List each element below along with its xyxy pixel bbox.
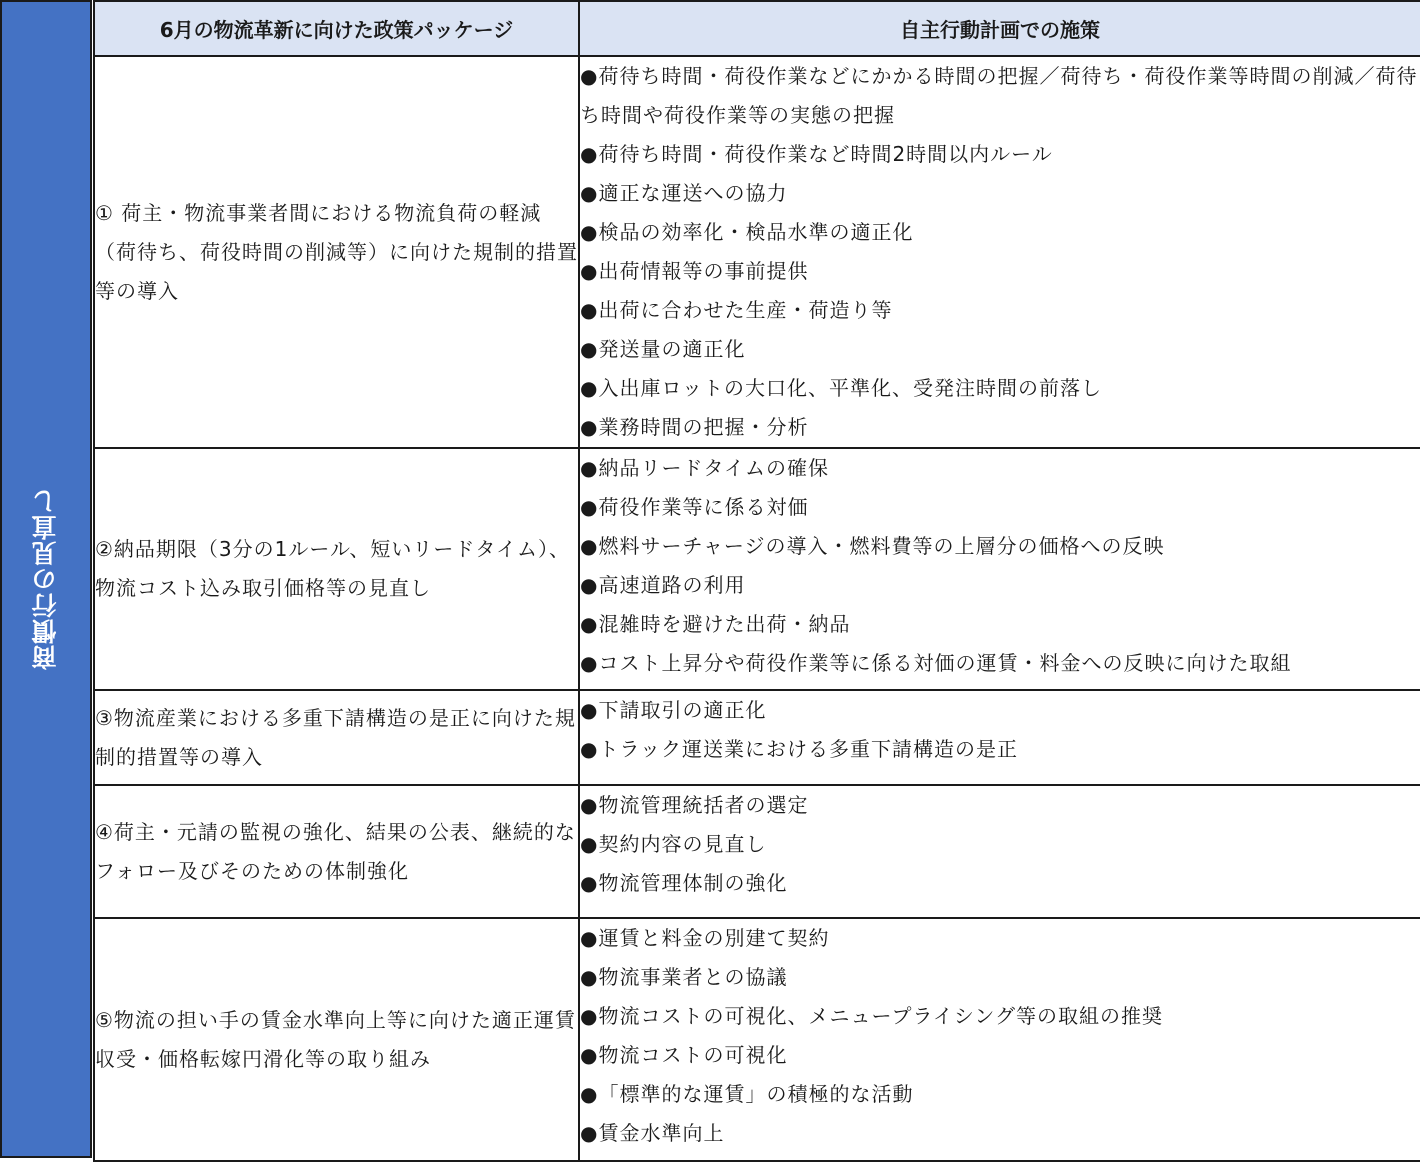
category-sidebar bbox=[0, 0, 92, 1158]
measure-item: ●混雑時を避けた出荷・納品 bbox=[580, 612, 851, 636]
category-label: 商慣行の見直し bbox=[31, 488, 60, 670]
measures-cell bbox=[579, 918, 1420, 1161]
measure-item: ●運賃と料金の別建て契約 bbox=[580, 926, 830, 950]
header-row bbox=[94, 1, 1420, 56]
measures-cell bbox=[579, 690, 1420, 785]
measure-item: ●荷役作業等に係る対価 bbox=[580, 495, 809, 519]
measure-item: ●適正な運送への協力 bbox=[580, 181, 788, 205]
measure-item: ●検品の効率化・検品水準の適正化 bbox=[580, 220, 914, 244]
measure-item: ●入出庫ロットの大口化、平準化、受発注時間の前落し bbox=[580, 376, 1103, 400]
measure-item: ●物流事業者との協議 bbox=[580, 965, 788, 989]
table-row bbox=[94, 785, 1420, 918]
measure-item: ●荷待ち時間・荷役作業などにかかる時間の把握／荷待ち・荷役作業等時間の削減／荷待ち時間や荷役作業等の実態の把握 bbox=[580, 64, 1418, 127]
policy-package-cell: ④荷主・元請の監視の強化、結果の公表、継続的なフォロー及びそのための体制強化 bbox=[94, 785, 579, 918]
measures-cell bbox=[579, 785, 1420, 918]
measure-item: ●トラック運送業における多重下請構造の是正 bbox=[580, 737, 1019, 761]
header-policy-package: 6月の物流革新に向けた政策パッケージ bbox=[94, 1, 579, 56]
measure-item: ●出荷情報等の事前提供 bbox=[580, 259, 809, 283]
table-row bbox=[94, 918, 1420, 1161]
table-row bbox=[94, 56, 1420, 448]
measure-item: ●高速道路の利用 bbox=[580, 573, 746, 597]
policy-package-cell: ②納品期限（3分の1ルール、短いリードタイム）、物流コスト込み取引価格等の見直し bbox=[94, 448, 579, 690]
measure-item: ●出荷に合わせた生産・荷造り等 bbox=[580, 298, 893, 322]
policy-table bbox=[93, 0, 1420, 1162]
measure-item: ●物流コストの可視化 bbox=[580, 1043, 788, 1067]
table-row bbox=[94, 690, 1420, 785]
measure-item: ●納品リードタイムの確保 bbox=[580, 456, 830, 480]
table-row bbox=[94, 448, 1420, 690]
measure-item: ●「標準的な運賃」の積極的な活動 bbox=[580, 1082, 914, 1106]
measure-item: ●燃料サーチャージの導入・燃料費等の上層分の価格への反映 bbox=[580, 534, 1165, 558]
policy-package-cell: ⑤物流の担い手の賃金水準向上等に向けた適正運賃収受・価格転嫁円滑化等の取り組み bbox=[94, 918, 579, 1161]
measure-item: ●賃金水準向上 bbox=[580, 1121, 725, 1145]
measure-item: ●発送量の適正化 bbox=[580, 337, 746, 361]
measure-item: ●下請取引の適正化 bbox=[580, 698, 767, 722]
header-action-plan-measures: 自主行動計画での施策 bbox=[579, 1, 1420, 56]
measure-item: ●荷待ち時間・荷役作業など時間2時間以内ルール bbox=[580, 142, 1053, 166]
measures-cell bbox=[579, 448, 1420, 690]
policy-package-cell: ① 荷主・物流事業者間における物流負荷の軽減（荷待ち、荷役時間の削減等）に向けた規制的措置等の導入 bbox=[94, 56, 579, 448]
measure-item: ●契約内容の見直し bbox=[580, 832, 767, 856]
measure-item: ●コスト上昇分や荷役作業等に係る対価の運賃・料金への反映に向けた取組 bbox=[580, 651, 1292, 675]
measure-item: ●物流管理統括者の選定 bbox=[580, 793, 809, 817]
measures-cell bbox=[579, 56, 1420, 448]
measure-item: ●物流管理体制の強化 bbox=[580, 871, 788, 895]
measure-item: ●物流コストの可視化、メニュープライシング等の取組の推奨 bbox=[580, 1004, 1163, 1028]
measure-item: ●業務時間の把握・分析 bbox=[580, 415, 809, 439]
policy-package-cell: ③物流産業における多重下請構造の是正に向けた規制的措置等の導入 bbox=[94, 690, 579, 785]
